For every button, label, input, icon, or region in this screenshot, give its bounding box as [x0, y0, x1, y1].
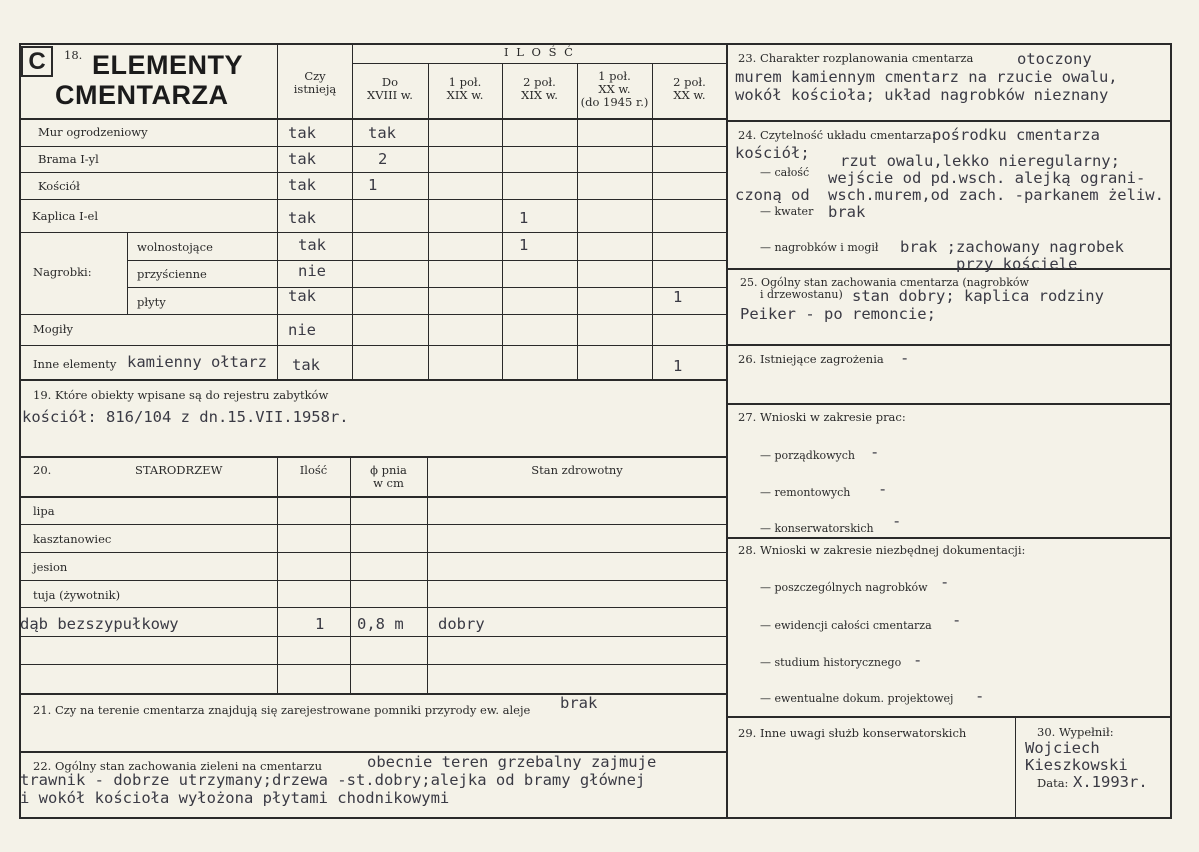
- s25-label1: 25. Ogólny stan zachowania cmentarza (nagrobków: [740, 276, 1029, 289]
- tree-row-label: kasztanowiec: [33, 532, 112, 546]
- s18-row-line: [19, 345, 727, 346]
- s20-row-line: [19, 607, 727, 608]
- s18-ilosc-under: [352, 63, 727, 64]
- row-plyty-exists: tak: [288, 287, 316, 305]
- row-przyscienne-label: przyścienne: [137, 267, 207, 281]
- row-inne-value: kamienny ołtarz: [127, 353, 267, 371]
- row-mur-exists: tak: [288, 124, 316, 142]
- s20-col-stan: Stan zdrowotny: [531, 463, 623, 477]
- s18-sub-line: [127, 260, 727, 261]
- s20-col-ilosc: Ilość: [299, 463, 328, 477]
- frame-bottom: [19, 817, 1172, 819]
- section-18-title-line2: CMENTARZA: [55, 80, 229, 110]
- s20-row-line: [19, 552, 727, 553]
- s18-header-bottom: [19, 118, 727, 120]
- s24-kwater-value: brak: [828, 203, 866, 221]
- tree-row-label: jesion: [33, 560, 68, 574]
- s24-line4a: czoną od: [735, 186, 810, 204]
- s28-item-value: -: [940, 573, 950, 591]
- s30-date-value: X.1993r.: [1073, 773, 1148, 791]
- row-kosciol-p1: 1: [368, 176, 378, 194]
- s24-calosc-value1: rzut owalu,lekko nieregularny;: [840, 152, 1120, 170]
- s20-header-bottom: [19, 496, 727, 498]
- s22-line2: trawnik - dobrze utrzymany;drzewa -st.dobry;alejka od bramy głównej: [20, 771, 646, 789]
- s24-kwater-label: — kwater: [760, 205, 814, 218]
- tree-extra-qty: 1: [315, 615, 325, 633]
- s23-line2: murem kamiennym cmentarz na rzucie owalu,: [735, 68, 1118, 86]
- tree-extra-diam: 0,8 m: [357, 615, 404, 633]
- s19-bottom: [19, 456, 727, 458]
- row-przyscienne-exists: nie: [298, 262, 326, 280]
- s27-item-value: -: [878, 480, 888, 498]
- s21-value: brak: [560, 694, 598, 712]
- period-4-line2: XX w.: [598, 82, 631, 96]
- s19-value: kościół: 816/104 z dn.15.VII.1958r.: [22, 408, 349, 426]
- s20-number: 20.: [33, 463, 52, 477]
- section-18-number: 18.: [64, 48, 83, 62]
- nagrobki-label: Nagrobki:: [33, 265, 92, 279]
- s27-item-label: — remontowych: [760, 486, 851, 499]
- period-3-line2: XIX w.: [521, 88, 558, 102]
- czy-istnieja-header: Czy istnieją: [293, 69, 337, 96]
- row-wolnostojace-exists: tak: [298, 236, 326, 254]
- s18-nagrobki-col: [127, 232, 128, 314]
- s19-label: 19. Które obiekty wpisane są do rejestru zabytków: [33, 388, 329, 402]
- s20-col-health: [427, 456, 428, 694]
- s30-name1: Wojciech: [1025, 739, 1100, 757]
- row-kaplica-label: Kaplica I-el: [32, 209, 99, 223]
- s22-line3: i wokół kościoła wyłożona płytami chodnikowymi: [20, 789, 450, 807]
- s20-row-line: [19, 580, 727, 581]
- s18-row-line: [19, 199, 727, 200]
- s30-date-label: Data:: [1037, 776, 1069, 790]
- s24-bottom: [726, 268, 1172, 270]
- s30-label: 30. Wypełnił:: [1037, 725, 1114, 739]
- row-kosciol-exists: tak: [288, 176, 316, 194]
- s23-bottom: [726, 120, 1172, 122]
- s27-item-value: -: [892, 512, 902, 530]
- s27-item-label: — porządkowych: [760, 449, 855, 462]
- s28-item-value: -: [952, 611, 962, 629]
- period-2-line1: 1 poł.: [448, 75, 482, 89]
- period-4-line3: (do 1945 r.): [580, 95, 649, 109]
- period-1-line2: XVIII w.: [367, 88, 413, 102]
- row-brama-exists: tak: [288, 150, 316, 168]
- s28-item-label: — ewidencji całości cmentarza: [760, 619, 932, 632]
- s23-label: 23. Charakter rozplanowania cmentarza: [738, 51, 974, 65]
- s24-nagrobkow-value2: przy kościele: [956, 255, 1078, 273]
- s18-bottom: [19, 379, 727, 381]
- s24-nagrobkow-value1: brak ;zachowany nagrobek: [900, 238, 1124, 256]
- row-mogily-exists: nie: [288, 321, 316, 339]
- row-inne-p5: 1: [673, 357, 683, 375]
- s22-line1: obecnie teren grzebalny zajmuje: [367, 753, 657, 771]
- s24-nagrobkow-label: — nagrobków i mogił: [760, 241, 879, 254]
- row-plyty-label: płyty: [137, 295, 166, 309]
- s25-value2: Peiker - po remoncie;: [740, 305, 936, 323]
- s20-row-line: [19, 664, 727, 665]
- s27-label: 27. Wnioski w zakresie prac:: [738, 410, 906, 424]
- s28-bottom: [726, 716, 1172, 718]
- s25-label2: i drzewostanu): [760, 288, 843, 301]
- s29-label: 29. Inne uwagi służb konserwatorskich: [738, 726, 967, 740]
- period-header-2: [428, 76, 502, 102]
- s18-col-p2: [428, 63, 429, 380]
- row-mur-label: Mur ogrodzeniowy: [38, 125, 148, 139]
- period-3-line1: 2 poł.: [523, 75, 556, 89]
- frame-top: [19, 43, 1172, 45]
- s28-item-value: -: [975, 687, 985, 705]
- frame-right: [1170, 43, 1172, 819]
- s20-row-line: [19, 636, 727, 637]
- s18-row-line: [19, 172, 727, 173]
- s26-bottom: [726, 403, 1172, 405]
- s24-label: 24. Czytelność układu cmentarza:: [738, 128, 936, 142]
- s28-label: 28. Wnioski w zakresie niezbędnej dokumentacji:: [738, 543, 1026, 557]
- s20-col-pnia-line2: w cm: [373, 476, 404, 490]
- period-1-line1: Do: [381, 75, 399, 89]
- s20-col-pnia: [350, 464, 427, 490]
- s18-col-exists: [277, 43, 278, 380]
- s20-row-line: [19, 524, 727, 525]
- s24-calosc-value2: wejście od pd.wsch. alejką ograni-: [828, 169, 1146, 187]
- s23-line3: wokół kościoła; układ nagrobków nieznany: [735, 86, 1109, 104]
- s27-item-label: — konserwatorskich: [760, 522, 874, 535]
- s25-bottom: [726, 344, 1172, 346]
- s18-col-p3: [502, 63, 503, 380]
- s22-label: 22. Ogólny stan zachowania zieleni na cmentarzu: [33, 759, 322, 773]
- s24-value1: pośrodku cmentarza: [932, 126, 1100, 144]
- tree-extra-health: dobry: [438, 615, 485, 633]
- s27-item-value: -: [870, 443, 880, 461]
- s20-title: STARODRZEW: [135, 463, 223, 477]
- tree-extra-name: dąb bezszypułkowy: [20, 615, 179, 633]
- s18-row-line: [19, 146, 727, 147]
- row-inne-label: Inne elementy: [33, 357, 117, 371]
- row-wolnostojace-p3: 1: [519, 236, 529, 254]
- s29-divider: [1015, 716, 1016, 819]
- s25-value1: stan dobry; kaplica rodziny: [852, 287, 1104, 305]
- s21-label: 21. Czy na terenie cmentarza znajdują się zarejestrowane pomniki przyrody ew. aleje: [33, 703, 531, 717]
- s18-sub-line: [127, 287, 727, 288]
- s20-col-qty: [277, 456, 278, 694]
- s24-calosc-label: — całość: [760, 166, 810, 179]
- row-brama-label: Brama I-yl: [38, 152, 99, 166]
- s18-row-line: [19, 314, 727, 315]
- row-mogily-label: Mogiły: [33, 322, 73, 336]
- row-mur-p1: tak: [368, 124, 396, 142]
- section-18-title-line1: ELEMENTY: [92, 50, 244, 80]
- s26-label: 26. Istniejące zagrożenia: [738, 352, 884, 366]
- section-letter-box: C: [21, 46, 53, 77]
- s20-col-diam: [350, 456, 351, 694]
- s20-col-pnia-line1: ϕ pnia: [370, 463, 407, 477]
- s28-item-value: -: [913, 651, 923, 669]
- period-5-line1: 2 poł.: [673, 75, 706, 89]
- row-kaplica-p3: 1: [519, 209, 529, 227]
- period-2-line2: XIX w.: [446, 88, 484, 102]
- period-5-line2: XX w.: [673, 88, 706, 102]
- ilosc-header: I L O Ś Ć: [504, 45, 575, 59]
- period-4-line1: 1 poł.: [598, 69, 631, 83]
- row-kaplica-exists: tak: [288, 209, 316, 227]
- row-kosciol-label: Kościół: [38, 179, 80, 193]
- period-header-5: [652, 76, 727, 102]
- period-header-4: [577, 70, 652, 109]
- row-inne-exists: tak: [292, 356, 320, 374]
- period-header-1: [352, 76, 428, 102]
- s28-item-label: — studium historycznego: [760, 656, 902, 669]
- main-divider: [726, 43, 728, 819]
- s18-col-p4: [577, 63, 578, 380]
- s28-item-label: — ewentualne dokum. projektowej: [760, 692, 954, 705]
- s26-value: -: [900, 349, 910, 367]
- row-wolnostojace-label: wolnostojące: [137, 240, 213, 254]
- s24-line4b: wsch.murem,od zach. -parkanem żeliw.: [828, 186, 1164, 204]
- s23-line1: otoczony: [1017, 50, 1092, 68]
- s18-row-line: [19, 232, 727, 233]
- s18-col-p5: [652, 63, 653, 380]
- row-brama-p1: 2: [378, 150, 388, 168]
- s20-bottom: [19, 693, 727, 695]
- s30-name2: Kieszkowski: [1025, 756, 1128, 774]
- period-header-3: [502, 76, 577, 102]
- frame-left: [19, 43, 21, 819]
- s24-value2: kościół;: [735, 144, 810, 162]
- s27-bottom: [726, 537, 1172, 539]
- s28-item-label: — poszczególnych nagrobków: [760, 581, 928, 594]
- tree-row-label: lipa: [33, 504, 55, 518]
- tree-row-label: tuja (żywotnik): [33, 588, 121, 602]
- row-plyty-p5: 1: [673, 288, 683, 306]
